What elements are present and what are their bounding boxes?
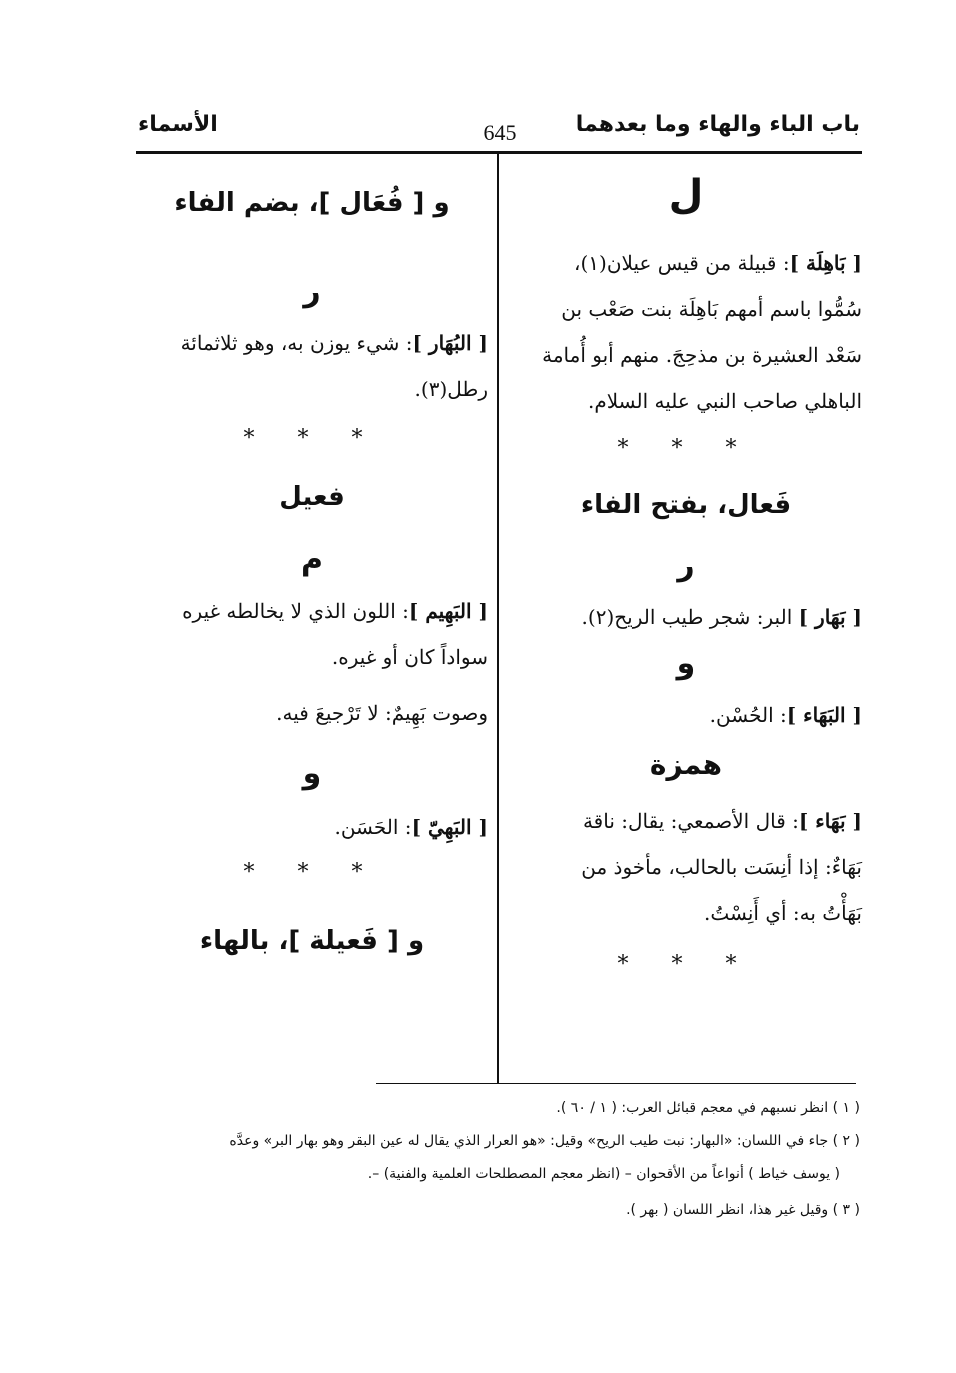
root-letter: م	[301, 542, 323, 577]
column-divider	[497, 154, 499, 1084]
entry-bahaa-2	[510, 798, 862, 936]
entry-term: [ بَهَار ]	[798, 605, 862, 629]
page-number: 645	[483, 120, 517, 145]
section-heading: و [ فَعيلة ]، بالهاء	[199, 926, 425, 956]
entry-term: [ البَهَاء ]	[786, 703, 862, 727]
chapter-title: باب الباء والهاء وما بعدهما	[575, 112, 860, 137]
footnote-1: ( ١ ) انظر نسبهم في معجم قبائل العرب: ( ١ / ٦٠ ).	[556, 1100, 860, 1116]
section-separator: * * *	[243, 860, 381, 885]
right-column	[510, 170, 862, 977]
letter-lam-heading: ل	[668, 172, 704, 218]
entry-term: [ البَهِيم ]	[408, 599, 488, 623]
section-separator: * * *	[243, 426, 381, 451]
entry-text: : اللون الذي لا يخالطه غيره	[182, 599, 409, 623]
root-letter: و	[302, 756, 322, 791]
entry-bahila	[510, 240, 862, 424]
entry-text: : الحُسْن.	[709, 703, 787, 727]
entry-text: : شيء يوزن به، وهو ثلاثمائة	[180, 331, 413, 355]
footnote-2: ( ٢ ) جاء في اللسان: «البهار: نبت طيب الريح» وقيل: «هو العرار الذي يقال له عين البقر وهو بهار البر» وعدَّه	[229, 1133, 860, 1149]
entry-bahar	[510, 594, 862, 640]
entry-text: سواداً كان أو غيره.	[331, 645, 488, 669]
entry-text: : قبيلة من قيس عيلان(١)،	[574, 251, 790, 275]
section-separator: * * *	[617, 436, 755, 461]
entry-text: سَعْد العشيرة بن مذحِجَ. منهم أبو أُمامة	[542, 343, 862, 367]
entry-text: الباهلي صاحب النبي عليه السلام.	[588, 389, 862, 413]
entry-term: [ البَهِيّ ]	[411, 815, 488, 839]
entry-bahaa	[510, 692, 862, 738]
footnote-rule	[376, 1083, 856, 1084]
entry-buhar	[136, 320, 488, 412]
section-heading: فعيل	[279, 482, 345, 512]
entry-text: بَهَاءٌ: إذا أنِسَت بالحالب، مأخوذ من	[581, 855, 862, 879]
footnote-3: ( ٣ ) وقيل غير هذا، انظر اللسان ( بهر ).	[626, 1202, 860, 1218]
entry-text: رطل(٣).	[414, 377, 488, 401]
entry-text: البر: شجر طيب الريح(٢).	[581, 605, 799, 629]
section-heading: و [ فُعَال ]، بضم الفاء	[174, 188, 450, 218]
root-letter: ر	[677, 548, 695, 583]
entry-text: : قال الأصمعي: يقال: ناقة	[582, 809, 799, 833]
root-letter: ر	[303, 274, 321, 309]
section-title: الأسماء	[138, 112, 218, 137]
entry-term: [ بَهَاء ]	[798, 809, 862, 833]
entry-text: وصوت بَهِيمٌ: لا تَرْجيعَ فيه.	[276, 701, 488, 725]
entry-text: سُمُّوا باسم أمهم بَاهِلَة بنت صَعْب بن	[561, 297, 862, 321]
left-column	[136, 170, 488, 956]
section-heading: همزة	[649, 748, 723, 781]
entry-bahiy	[136, 804, 488, 850]
root-letter: و	[676, 646, 696, 681]
header-rule	[136, 151, 862, 154]
entry-text: بَهَأْتُ به: أي أَنِسْتُ.	[704, 901, 862, 925]
section-separator: * * *	[617, 952, 755, 977]
entry-text: : الحَسَن.	[334, 815, 412, 839]
section-heading: فَعال، بفتح الفاء	[580, 490, 792, 520]
footnote-2-continued: ( يوسف خياط ) أنواعاً من الأقحوان – (انظر معجم المصطلحات العلمية والفنية) –.	[367, 1166, 840, 1182]
entry-term: [ بَاهِلَة ]	[789, 251, 862, 275]
entry-bahim	[136, 588, 488, 736]
entry-term: [ البُهَار ]	[412, 331, 488, 355]
